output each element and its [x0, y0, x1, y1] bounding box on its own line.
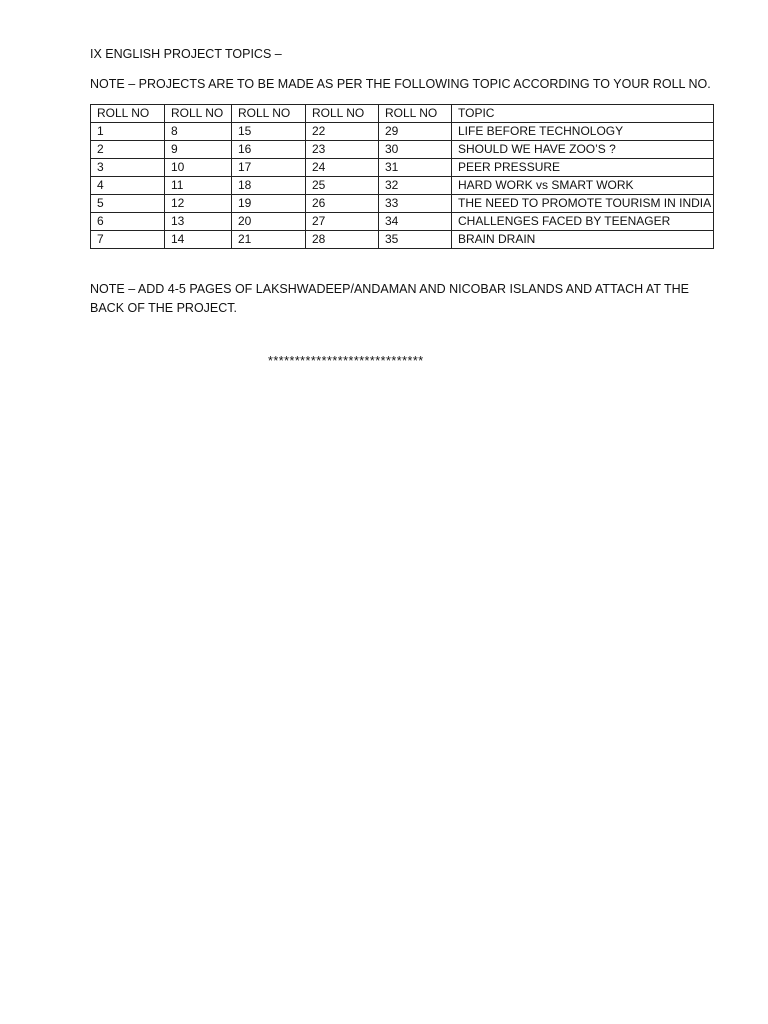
- topic-cell: SHOULD WE HAVE ZOO’S ?: [452, 141, 714, 159]
- roll-no-cell: 2: [91, 141, 165, 159]
- roll-no-cell: 13: [165, 213, 232, 231]
- roll-no-cell: 9: [165, 141, 232, 159]
- roll-no-cell: 19: [232, 195, 306, 213]
- header-cell-roll-no: ROLL NO: [306, 105, 379, 123]
- roll-no-cell: 28: [306, 231, 379, 249]
- roll-no-cell: 11: [165, 177, 232, 195]
- roll-no-cell: 32: [379, 177, 452, 195]
- topic-cell: BRAIN DRAIN: [452, 231, 714, 249]
- roll-no-cell: 5: [91, 195, 165, 213]
- table-row: [91, 213, 714, 231]
- roll-no-cell: 6: [91, 213, 165, 231]
- document-title: IX ENGLISH PROJECT TOPICS –: [90, 47, 282, 61]
- roll-no-cell: 27: [306, 213, 379, 231]
- roll-no-cell: 14: [165, 231, 232, 249]
- roll-no-cell: 25: [306, 177, 379, 195]
- roll-no-cell: 8: [165, 123, 232, 141]
- table-row: [91, 177, 714, 195]
- topics-table: [90, 104, 714, 249]
- header-cell-roll-no: ROLL NO: [232, 105, 306, 123]
- header-row: [91, 105, 714, 123]
- table-body: [91, 123, 714, 249]
- roll-no-cell: 34: [379, 213, 452, 231]
- roll-no-cell: 17: [232, 159, 306, 177]
- roll-no-cell: 30: [379, 141, 452, 159]
- roll-no-cell: 12: [165, 195, 232, 213]
- roll-no-cell: 24: [306, 159, 379, 177]
- attachment-note: NOTE – ADD 4-5 PAGES OF LAKSHWADEEP/ANDAMAN AND NICOBAR ISLANDS AND ATTACH AT THE BACK OF THE PROJECT.: [90, 282, 689, 315]
- roll-no-cell: 16: [232, 141, 306, 159]
- table-row: [91, 159, 714, 177]
- header-cell-roll-no: ROLL NO: [379, 105, 452, 123]
- roll-no-cell: 26: [306, 195, 379, 213]
- separator-stars: *****************************: [268, 354, 424, 368]
- roll-no-cell: 29: [379, 123, 452, 141]
- roll-no-cell: 33: [379, 195, 452, 213]
- roll-no-cell: 23: [306, 141, 379, 159]
- topic-cell: HARD WORK vs SMART WORK: [452, 177, 714, 195]
- topic-cell: THE NEED TO PROMOTE TOURISM IN INDIA: [452, 195, 714, 213]
- table-row: [91, 195, 714, 213]
- roll-no-cell: 18: [232, 177, 306, 195]
- table-row: [91, 141, 714, 159]
- table-row: [91, 231, 714, 249]
- topic-cell: CHALLENGES FACED BY TEENAGER: [452, 213, 714, 231]
- roll-no-cell: 21: [232, 231, 306, 249]
- roll-no-cell: 20: [232, 213, 306, 231]
- roll-no-cell: 31: [379, 159, 452, 177]
- roll-no-cell: 15: [232, 123, 306, 141]
- roll-no-cell: 4: [91, 177, 165, 195]
- roll-no-cell: 7: [91, 231, 165, 249]
- instruction-note: NOTE – PROJECTS ARE TO BE MADE AS PER THE FOLLOWING TOPIC ACCORDING TO YOUR ROLL NO.: [90, 77, 711, 91]
- roll-no-cell: 1: [91, 123, 165, 141]
- roll-no-cell: 22: [306, 123, 379, 141]
- header-cell-topic: TOPIC: [452, 105, 714, 123]
- header-cell-roll-no: ROLL NO: [165, 105, 232, 123]
- topic-cell: LIFE BEFORE TECHNOLOGY: [452, 123, 714, 141]
- roll-no-cell: 3: [91, 159, 165, 177]
- header-cell-roll-no: ROLL NO: [91, 105, 165, 123]
- roll-no-cell: 35: [379, 231, 452, 249]
- table-header: [91, 105, 714, 123]
- topic-cell: PEER PRESSURE: [452, 159, 714, 177]
- table-row: [91, 123, 714, 141]
- roll-no-cell: 10: [165, 159, 232, 177]
